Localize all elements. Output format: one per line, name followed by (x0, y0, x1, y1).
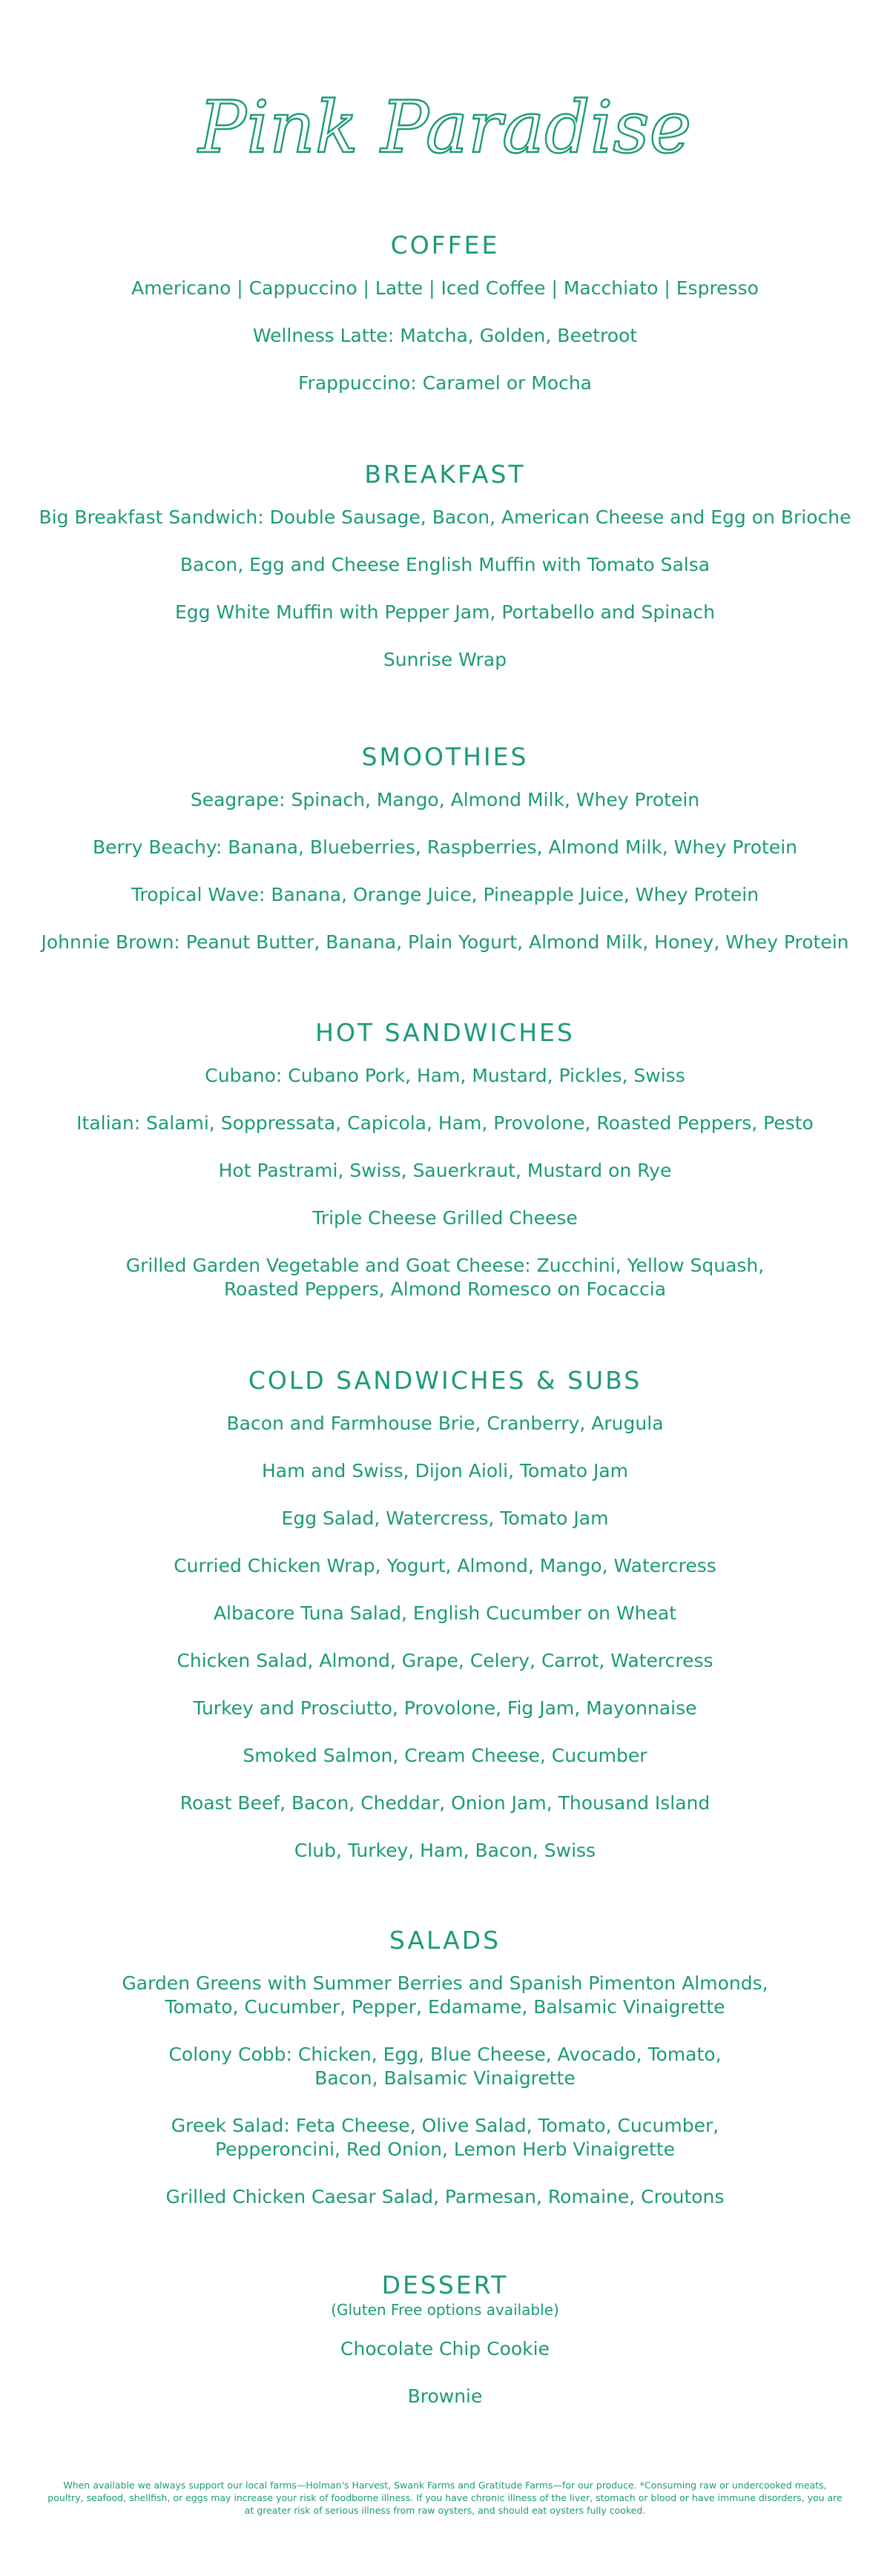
section-salads (0, 1926, 890, 2209)
menu-item: Hot Pastrami, Swiss, Sauerkraut, Mustard on Rye (218, 1160, 672, 1181)
section-title: HOT SANDWICHES (315, 1018, 575, 1047)
menu-item: Curried Chicken Wrap, Yogurt, Almond, Mango, Watercress (174, 1555, 716, 1576)
section-dessert (0, 2270, 890, 2408)
section-title: DESSERT (381, 2270, 509, 2299)
menu-item: Wellness Latte: Matcha, Golden, Beetroot (252, 325, 638, 346)
menu-item: Albacore Tuna Salad, English Cucumber on Wheat (213, 1602, 677, 1624)
menu-item: Brownie (407, 2385, 483, 2407)
section-title: BREAKFAST (364, 460, 526, 489)
menu-item: Grilled Chicken Caesar Salad, Parmesan, Romaine, Croutons (165, 2186, 725, 2207)
menu-item: Italian: Salami, Soppressata, Capicola, Ham, Provolone, Roasted Peppers, Pesto (76, 1112, 814, 1134)
menu-item: Grilled Garden Vegetable and Goat Cheese: Zucchini, Yellow Squash, Roasted Peppers, Almond Romesco on Focaccia (125, 1255, 765, 1300)
menu-item: Roast Beef, Bacon, Cheddar, Onion Jam, Thousand Island (179, 1792, 711, 1814)
section-title: COLD SANDWICHES & SUBS (248, 1366, 642, 1395)
menu-item: Johnnie Brown: Peanut Butter, Banana, Plain Yogurt, Almond Milk, Honey, Whey Protein (41, 931, 849, 953)
footer-disclaimer: When available we always support our local farms—Holman's Harvest, Swank Farms and Gratitude Farms—for our produce. *Consuming raw or undercooked meats, poultry, seafood, shellfish, or eggs may increase your risk of foodborne illness. If you have chronic illness of the liver, stomach or blood or have immune disorders, you are at greater risk of serious illness from raw oysters, and should eat oysters fully cooked. (47, 2480, 843, 2516)
section-title: SMOOTHIES (361, 742, 529, 771)
menu-item: Bacon and Farmhouse Brie, Cranberry, Arugula (226, 1413, 664, 1434)
menu-item: Seagrape: Spinach, Mango, Almond Milk, Whey Protein (190, 789, 700, 810)
menu-item: Americano | Cappuccino | Latte | Iced Coffee | Macchiato | Espresso (131, 277, 759, 299)
menu-item: Turkey and Prosciutto, Provolone, Fig Jam, Mayonnaise (193, 1697, 697, 1719)
section-title: COFFEE (390, 231, 500, 260)
menu-item: Cubano: Cubano Pork, Ham, Mustard, Pickles, Swiss (205, 1065, 685, 1086)
menu-item: Egg White Muffin with Pepper Jam, Portabello and Spinach (174, 601, 715, 623)
menu-item: Chicken Salad, Almond, Grape, Celery, Carrot, Watercress (177, 1650, 713, 1671)
section-breakfast (0, 460, 890, 672)
menu-item: Greek Salad: Feta Cheese, Olive Salad, Tomato, Cucumber, Pepperoncini, Red Onion, Lemon Herb Vinaigrette (171, 2115, 719, 2160)
menu-item: Triple Cheese Grilled Cheese (312, 1207, 578, 1229)
menu-item: Sunrise Wrap (383, 649, 507, 670)
menu-item: Colony Cobb: Chicken, Egg, Blue Cheese, Avocado, Tomato, Bacon, Balsamic Vinaigrette (168, 2044, 722, 2089)
section-title: SALADS (389, 1926, 501, 1955)
logo-text: Pink Paradise (198, 86, 692, 169)
logo (0, 78, 890, 182)
section-smoothies (0, 742, 890, 954)
menu-item: Big Breakfast Sandwich: Double Sausage, Bacon, American Cheese and Egg on Brioche (39, 506, 851, 528)
section-cold-sandwiches (0, 1366, 890, 1863)
menu-item: Frappuccino: Caramel or Mocha (298, 372, 592, 394)
menu-item: Bacon, Egg and Cheese English Muffin with Tomato Salsa (179, 554, 711, 575)
menu-item: Berry Beachy: Banana, Blueberries, Raspberries, Almond Milk, Whey Protein (93, 836, 797, 858)
menu-item: Ham and Swiss, Dijon Aioli, Tomato Jam (261, 1460, 629, 1482)
section-coffee (0, 231, 890, 395)
section-hot-sandwiches (0, 1018, 890, 1301)
menu-item: Club, Turkey, Ham, Bacon, Swiss (294, 1840, 596, 1861)
menu-item: Tropical Wave: Banana, Orange Juice, Pineapple Juice, Whey Protein (131, 884, 759, 905)
menu-item: Smoked Salmon, Cream Cheese, Cucumber (243, 1745, 647, 1766)
menu-item: Egg Salad, Watercress, Tomato Jam (281, 1507, 609, 1529)
menu-item: Garden Greens with Summer Berries and Spanish Pimenton Almonds, Tomato, Cucumber, Pepper, Edamame, Balsamic Vinaigrette (122, 1972, 768, 2018)
section-subtitle: (Gluten Free options available) (331, 2301, 559, 2319)
menu-item: Chocolate Chip Cookie (340, 2338, 550, 2359)
